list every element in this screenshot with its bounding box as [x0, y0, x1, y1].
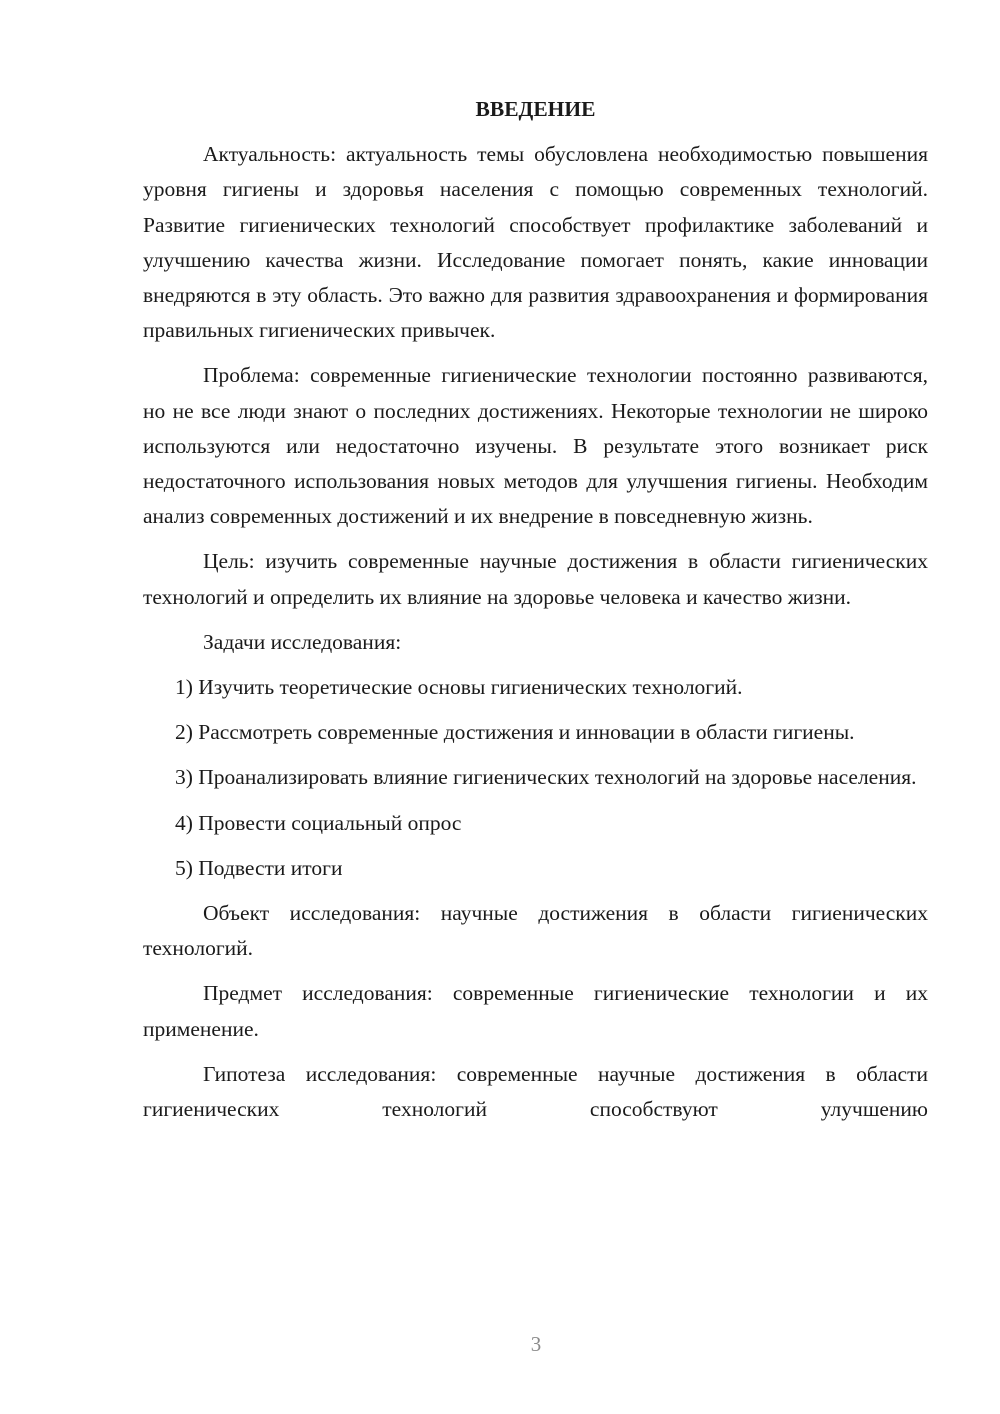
task-item-4: 4) Провести социальный опрос [175, 810, 462, 835]
paragraph-object: Объект исследования: научные достижения в области гигиенических технологий. [143, 901, 928, 961]
task-item-1: 1) Изучить теоретические основы гигиенических технологий. [175, 675, 743, 700]
paragraph-relevance: Актуальность: актуальность темы обусловлена необходимостью повышения уровня гигиены и здоровья населения с помощью современных технологий. Развитие гигиенических технологий способствует профилактике заболеваний и улучшению качества жизни. Исследование помогает понять, какие инновации внедряются в эту область. Это важно для развития здравоохранения и формирования правильных гигиенических привычек. [143, 142, 928, 343]
page-number: 3 [530, 1332, 542, 1356]
paragraph-problem: Проблема: современные гигиенические технологии постоянно развиваются, но не все люди знают о последних достижениях. Некоторые технологии не широко используются или недостаточно изучены. В результате этого возникает риск недостаточного использования новых методов для улучшения гигиены. Необходим анализ современных достижений и их внедрение в повседневную жизнь. [143, 363, 928, 529]
paragraph-subject: Предмет исследования: современные гигиенические технологии и их применение. [143, 981, 928, 1041]
paragraph-tasks-heading: Задачи исследования: [203, 629, 402, 654]
paragraph-goal: Цель: изучить современные научные достижения в области гигиенических технологий и определить их влияние на здоровье человека и качество жизни. [143, 549, 928, 609]
task-item-5: 5) Подвести итоги [175, 855, 343, 880]
task-item-2: 2) Рассмотреть современные достижения и инновации в области гигиены. [175, 720, 855, 745]
section-title: ВВЕДЕНИЕ [475, 97, 596, 121]
document-page [143, 92, 928, 1137]
paragraph-hypothesis: Гипотеза исследования: современные научные достижения в области гигиенических технологий способствуют улучшению [143, 1061, 928, 1122]
task-item-3: 3) Проанализировать влияние гигиенических технологий на здоровье населения. [175, 765, 917, 790]
